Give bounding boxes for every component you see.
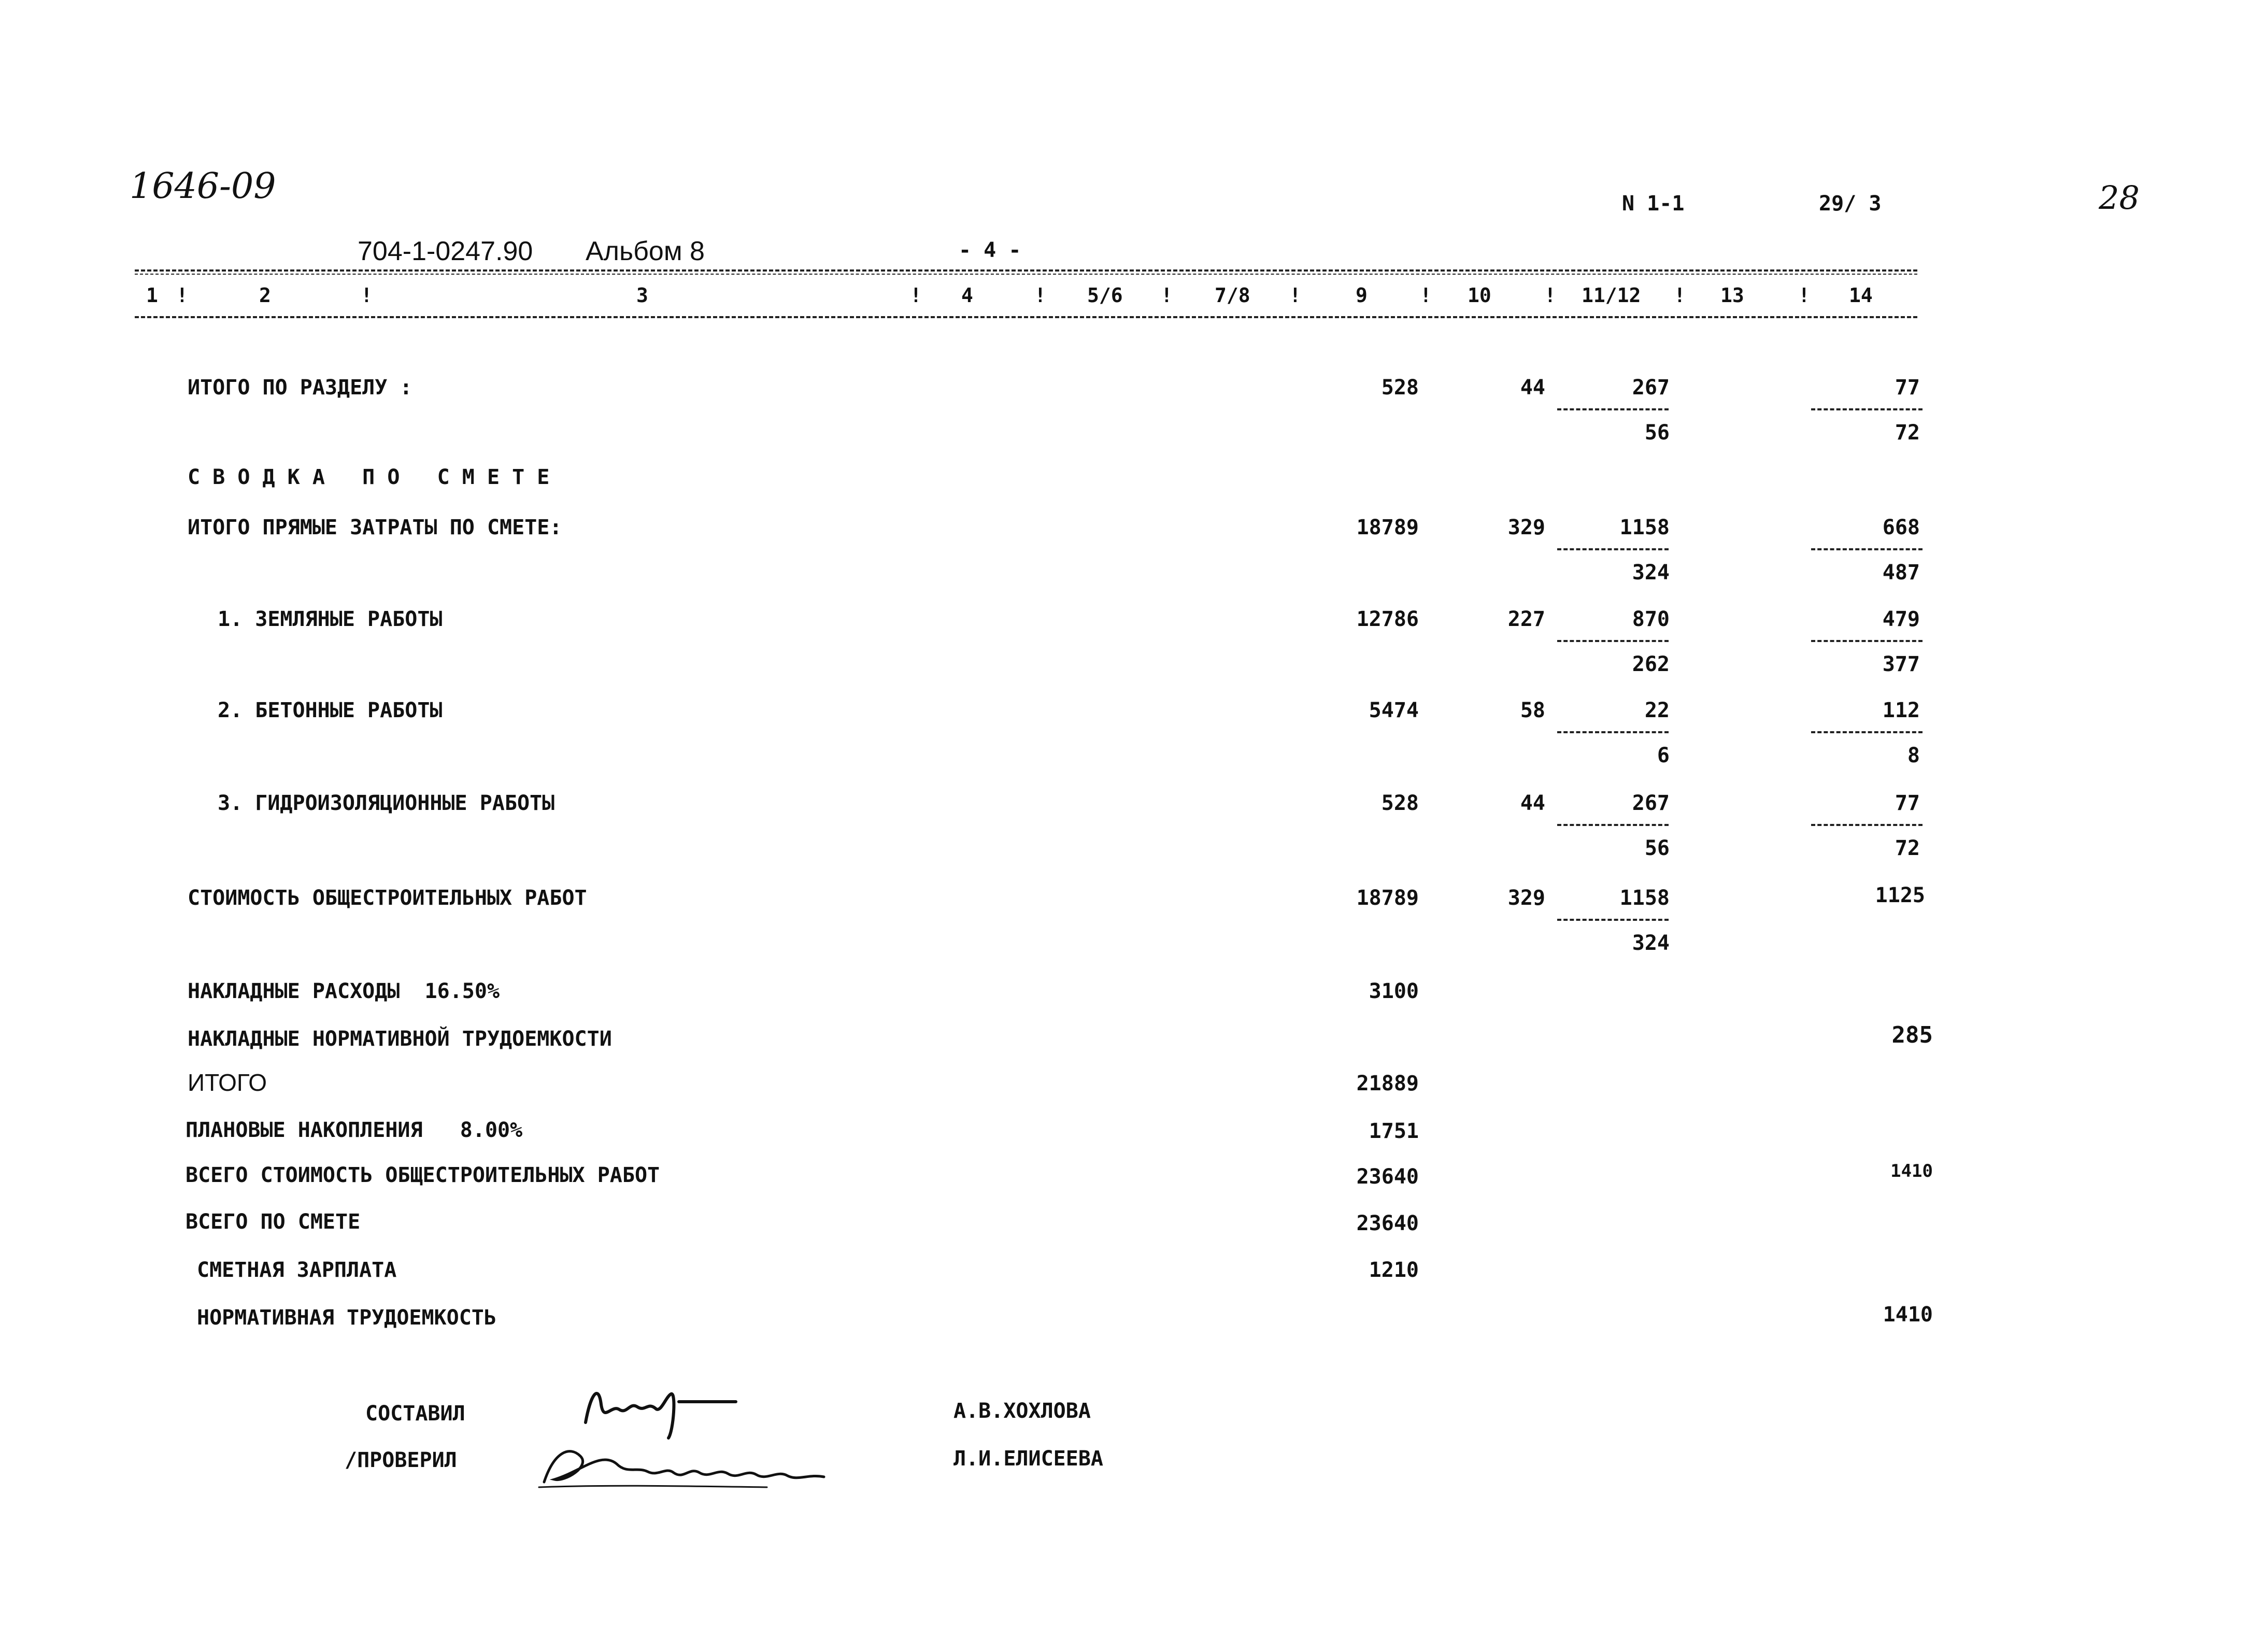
value-col-11-12-bottom: 262	[1632, 652, 1670, 676]
value-col-10: 329	[1507, 516, 1545, 539]
value-col-10: 44	[1520, 376, 1545, 400]
value-col-9: 21889	[1356, 1072, 1419, 1095]
col-header-7-8: 7/8	[1215, 284, 1250, 307]
value-col-9: 528	[1381, 376, 1419, 400]
value-col-11-12-bottom: 56	[1644, 836, 1670, 860]
value-col-11-12-top: 22	[1644, 699, 1670, 722]
value-col-11-12-top: 1158	[1619, 516, 1670, 539]
col-header-5-6: 5/6	[1087, 284, 1123, 307]
value-col-14: 285	[1891, 1022, 1933, 1048]
value-col-11-12-bottom: 56	[1644, 421, 1670, 445]
fraction-line	[1557, 548, 1669, 550]
col-header-1: 1	[146, 284, 158, 307]
row-label: 1. ЗЕМЛЯНЫЕ РАБОТЫ	[218, 607, 443, 631]
row-label: ИТОГО	[188, 1069, 267, 1096]
fraction-line	[1557, 731, 1669, 733]
col-sep: !	[1420, 284, 1432, 307]
compiled-name: А.В.ХОХЛОВА	[953, 1399, 1091, 1423]
col-sep: !	[1034, 284, 1046, 307]
col-sep: !	[1161, 284, 1173, 307]
value-col-9: 1210	[1369, 1258, 1419, 1282]
value-col-14: 1410	[1890, 1161, 1933, 1181]
col-header-14: 14	[1849, 284, 1873, 307]
value-col-14: 1410	[1883, 1303, 1933, 1327]
signature-image	[534, 1435, 845, 1500]
row-label: ИТОГО ПРЯМЫЕ ЗАТРАТЫ ПО СМЕТЕ:	[188, 516, 562, 539]
col-header-13: 13	[1720, 284, 1744, 307]
col-header-10: 10	[1468, 284, 1491, 307]
value-col-11-12-top: 870	[1632, 607, 1670, 631]
value-col-11-12-top: 267	[1632, 376, 1670, 400]
value-col-14-bottom: 72	[1895, 836, 1920, 860]
fraction-line	[1557, 408, 1669, 410]
value-col-14-top: 112	[1882, 699, 1920, 722]
value-col-9: 23640	[1356, 1165, 1419, 1189]
section-title: С В О Д К А П О С М Е Т Е	[188, 465, 550, 489]
sheet-label: N 1-1	[1622, 192, 1685, 216]
col-header-3: 3	[636, 284, 648, 307]
value-col-14: 1125	[1875, 884, 1925, 907]
col-sep: !	[176, 284, 188, 307]
row-label: 3. ГИДРОИЗОЛЯЦИОННЫЕ РАБОТЫ	[218, 791, 555, 815]
page-marker: - 4 -	[959, 238, 1021, 262]
fraction-line	[1557, 640, 1669, 642]
header-rule-top	[135, 269, 1917, 272]
checked-label: /ПРОВЕРИЛ	[345, 1448, 457, 1472]
col-sep: !	[1289, 284, 1301, 307]
value-col-10: 44	[1520, 791, 1545, 815]
value-col-10: 227	[1507, 607, 1545, 631]
col-sep: !	[361, 284, 373, 307]
col-header-11-12: 11/12	[1582, 284, 1641, 307]
col-header-4: 4	[961, 284, 973, 307]
col-sep: !	[1544, 284, 1556, 307]
col-sep: !	[1798, 284, 1810, 307]
row-label: ВСЕГО ПО СМЕТЕ	[186, 1210, 361, 1234]
row-label: СТОИМОСТЬ ОБЩЕСТРОИТЕЛЬНЫХ РАБОТ	[188, 886, 587, 910]
col-sep: !	[1674, 284, 1686, 307]
value-col-14-top: 77	[1895, 376, 1920, 400]
value-col-11-12-top: 1158	[1619, 886, 1670, 910]
sheet-ref: 29/ 3	[1819, 192, 1882, 216]
fraction-line	[1811, 640, 1923, 642]
fraction-line	[1811, 548, 1923, 550]
handwritten-page-number: 28	[2099, 179, 2140, 217]
value-col-9: 18789	[1356, 516, 1419, 539]
signature-image	[580, 1373, 751, 1443]
compiled-label: СОСТАВИЛ	[365, 1402, 465, 1426]
value-col-14-bottom: 8	[1907, 744, 1920, 767]
value-col-10: 329	[1507, 886, 1545, 910]
row-label: СМЕТНАЯ ЗАРПЛАТА	[197, 1258, 397, 1282]
value-col-11-12-top: 267	[1632, 791, 1670, 815]
fraction-line	[1811, 731, 1923, 733]
row-label: НАКЛАДНЫЕ НОРМАТИВНОЙ ТРУДОЕМКОСТИ	[188, 1027, 612, 1051]
fraction-line	[1811, 408, 1923, 410]
row-label: НОРМАТИВНАЯ ТРУДОЕМКОСТЬ	[197, 1306, 496, 1330]
fraction-line	[1557, 919, 1669, 921]
value-col-14-top: 479	[1882, 607, 1920, 631]
value-col-10: 58	[1520, 699, 1545, 722]
row-label: ПЛАНОВЫЕ НАКОПЛЕНИЯ 8.00%	[186, 1118, 523, 1142]
value-col-9: 3100	[1369, 979, 1419, 1003]
value-col-14-top: 77	[1895, 791, 1920, 815]
row-label: ВСЕГО СТОИМОСТЬ ОБЩЕСТРОИТЕЛЬНЫХ РАБОТ	[186, 1163, 660, 1187]
value-col-14-bottom: 72	[1895, 421, 1920, 445]
value-col-9: 23640	[1356, 1212, 1419, 1235]
value-col-11-12-bottom: 6	[1657, 744, 1670, 767]
checked-name: Л.И.ЕЛИСЕЕВА	[953, 1447, 1103, 1471]
value-col-9: 18789	[1356, 886, 1419, 910]
col-sep: !	[910, 284, 922, 307]
row-label: НАКЛАДНЫЕ РАСХОДЫ 16.50%	[188, 979, 500, 1003]
value-col-14-bottom: 487	[1882, 561, 1920, 585]
doc-code: 704-1-0247.90	[358, 236, 533, 266]
fraction-line	[1811, 824, 1923, 826]
col-header-9: 9	[1356, 284, 1368, 307]
value-col-9: 1751	[1369, 1119, 1419, 1143]
col-header-2: 2	[259, 284, 271, 307]
fraction-line	[1557, 824, 1669, 826]
value-col-11-12-bottom: 324	[1632, 931, 1670, 955]
value-col-11-12-bottom: 324	[1632, 561, 1670, 585]
header-rule-bottom	[135, 316, 1917, 318]
value-col-9: 5474	[1369, 699, 1419, 722]
value-col-9: 12786	[1356, 607, 1419, 631]
handwritten-doc-code: 1646-09	[130, 166, 276, 207]
row-label: 2. БЕТОННЫЕ РАБОТЫ	[218, 699, 443, 722]
value-col-14-bottom: 377	[1882, 652, 1920, 676]
album-label: Альбом 8	[586, 236, 705, 266]
value-col-9: 528	[1381, 791, 1419, 815]
header-rule-top-2	[135, 274, 1917, 275]
value-col-14-top: 668	[1882, 516, 1920, 539]
row-label: ИТОГО ПО РАЗДЕЛУ :	[188, 376, 412, 400]
